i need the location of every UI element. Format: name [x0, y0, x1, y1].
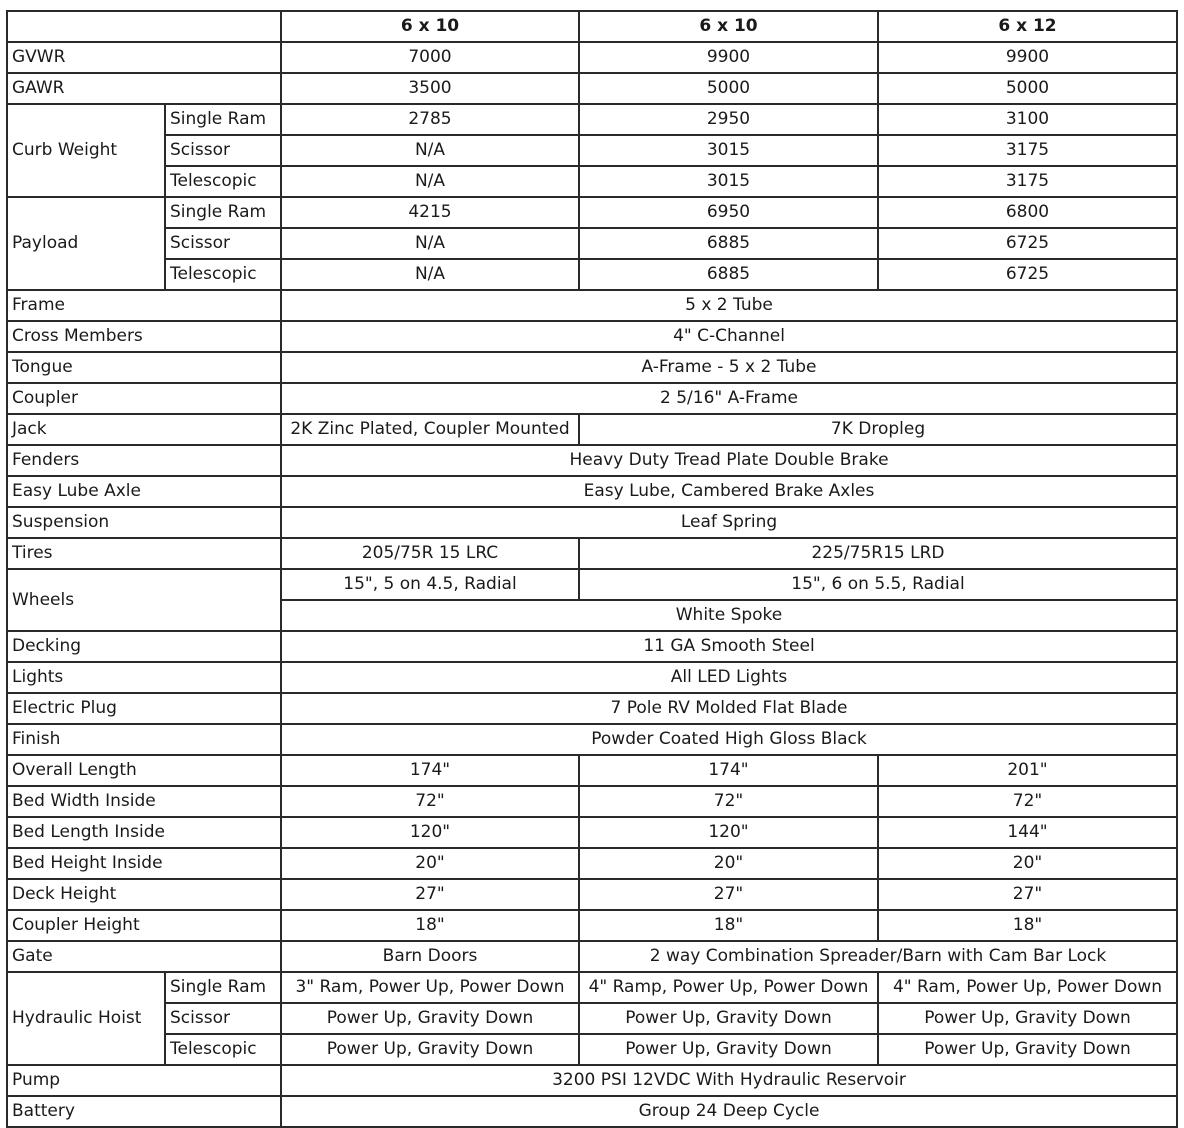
- wheels-label: Wheels: [7, 569, 281, 631]
- fenders-label: Fenders: [7, 445, 281, 476]
- easy-lube-value: Easy Lube, Cambered Brake Axles: [281, 476, 1177, 507]
- hoist-value: Power Up, Gravity Down: [281, 1034, 579, 1065]
- payload-label: Payload: [7, 197, 165, 290]
- suspension-label: Suspension: [7, 507, 281, 538]
- curb-weight-sub-label: Scissor: [165, 135, 281, 166]
- curb-weight-value: 3175: [878, 135, 1177, 166]
- lights-label: Lights: [7, 662, 281, 693]
- row-finish: [7, 724, 1177, 755]
- hoist-sub-label: Single Ram: [165, 972, 281, 1003]
- row-battery: [7, 1096, 1177, 1127]
- coupler-label: Coupler: [7, 383, 281, 414]
- curb-weight-value: 2785: [281, 104, 579, 135]
- row-fenders: [7, 445, 1177, 476]
- curb-weight-sub-label: Telescopic: [165, 166, 281, 197]
- header-corner: [7, 11, 281, 42]
- row-bed-width: [7, 786, 1177, 817]
- row-wheels: [7, 569, 1177, 600]
- jack-value-1: 2K Zinc Plated, Coupler Mounted: [281, 414, 579, 445]
- hoist-value: Power Up, Gravity Down: [878, 1034, 1177, 1065]
- payload-value: N/A: [281, 228, 579, 259]
- curb-weight-value: 3100: [878, 104, 1177, 135]
- row-overall-length: [7, 755, 1177, 786]
- overall-length-value: 174": [281, 755, 579, 786]
- deck-height-label: Deck Height: [7, 879, 281, 910]
- coupler-height-value: 18": [878, 910, 1177, 941]
- row-hoist-scissor: [7, 1003, 1177, 1034]
- payload-sub-label: Telescopic: [165, 259, 281, 290]
- deck-height-value: 27": [579, 879, 878, 910]
- hoist-value: 3" Ram, Power Up, Power Down: [281, 972, 579, 1003]
- gawr-value: 5000: [579, 73, 878, 104]
- curb-weight-value: 3015: [579, 166, 878, 197]
- hoist-value: Power Up, Gravity Down: [281, 1003, 579, 1034]
- row-gate: [7, 941, 1177, 972]
- gvwr-value: 9900: [579, 42, 878, 73]
- curb-weight-label: Curb Weight: [7, 104, 165, 197]
- coupler-height-value: 18": [579, 910, 878, 941]
- bed-height-label: Bed Height Inside: [7, 848, 281, 879]
- coupler-height-value: 18": [281, 910, 579, 941]
- gate-value-2: 2 way Combination Spreader/Barn with Cam Bar Lock: [579, 941, 1177, 972]
- gawr-value: 3500: [281, 73, 579, 104]
- decking-value: 11 GA Smooth Steel: [281, 631, 1177, 662]
- curb-weight-value: 3175: [878, 166, 1177, 197]
- battery-label: Battery: [7, 1096, 281, 1127]
- lights-value: All LED Lights: [281, 662, 1177, 693]
- payload-value: 6950: [579, 197, 878, 228]
- hoist-value: 4" Ram, Power Up, Power Down: [878, 972, 1177, 1003]
- decking-label: Decking: [7, 631, 281, 662]
- payload-value: 6725: [878, 228, 1177, 259]
- bed-length-value: 120": [579, 817, 878, 848]
- gawr-value: 5000: [878, 73, 1177, 104]
- tires-label: Tires: [7, 538, 281, 569]
- wheels-value-3: White Spoke: [281, 600, 1177, 631]
- hoist-value: Power Up, Gravity Down: [878, 1003, 1177, 1034]
- hoist-sub-label: Scissor: [165, 1003, 281, 1034]
- row-hoist-single-ram: [7, 972, 1177, 1003]
- easy-lube-label: Easy Lube Axle: [7, 476, 281, 507]
- overall-length-value: 174": [579, 755, 878, 786]
- hoist-sub-label: Telescopic: [165, 1034, 281, 1065]
- row-curb-weight-scissor: [7, 135, 1177, 166]
- row-pump: [7, 1065, 1177, 1096]
- bed-width-value: 72": [281, 786, 579, 817]
- battery-value: Group 24 Deep Cycle: [281, 1096, 1177, 1127]
- row-cross-members: [7, 321, 1177, 352]
- fenders-value: Heavy Duty Tread Plate Double Brake: [281, 445, 1177, 476]
- jack-value-2: 7K Dropleg: [579, 414, 1177, 445]
- row-frame: [7, 290, 1177, 321]
- row-suspension: [7, 507, 1177, 538]
- row-lights: [7, 662, 1177, 693]
- finish-value: Powder Coated High Gloss Black: [281, 724, 1177, 755]
- row-curb-weight-telescopic: [7, 166, 1177, 197]
- gvwr-value: 9900: [878, 42, 1177, 73]
- header-model-1: 6 x 10: [281, 11, 579, 42]
- frame-label: Frame: [7, 290, 281, 321]
- jack-label: Jack: [7, 414, 281, 445]
- payload-value: 6725: [878, 259, 1177, 290]
- electric-plug-value: 7 Pole RV Molded Flat Blade: [281, 693, 1177, 724]
- curb-weight-value: 2950: [579, 104, 878, 135]
- bed-height-value: 20": [579, 848, 878, 879]
- row-bed-length: [7, 817, 1177, 848]
- pump-label: Pump: [7, 1065, 281, 1096]
- row-payload-scissor: [7, 228, 1177, 259]
- curb-weight-value: 3015: [579, 135, 878, 166]
- frame-value: 5 x 2 Tube: [281, 290, 1177, 321]
- bed-height-value: 20": [878, 848, 1177, 879]
- bed-length-label: Bed Length Inside: [7, 817, 281, 848]
- suspension-value: Leaf Spring: [281, 507, 1177, 538]
- row-gawr: [7, 73, 1177, 104]
- deck-height-value: 27": [281, 879, 579, 910]
- header-model-2: 6 x 10: [579, 11, 878, 42]
- payload-value: 4215: [281, 197, 579, 228]
- payload-value: N/A: [281, 259, 579, 290]
- payload-value: 6800: [878, 197, 1177, 228]
- bed-width-label: Bed Width Inside: [7, 786, 281, 817]
- row-tongue: [7, 352, 1177, 383]
- curb-weight-value: N/A: [281, 135, 579, 166]
- gvwr-label: GVWR: [7, 42, 281, 73]
- deck-height-value: 27": [878, 879, 1177, 910]
- payload-value: 6885: [579, 228, 878, 259]
- hydraulic-hoist-label: Hydraulic Hoist: [7, 972, 165, 1065]
- overall-length-label: Overall Length: [7, 755, 281, 786]
- curb-weight-value: N/A: [281, 166, 579, 197]
- hoist-value: Power Up, Gravity Down: [579, 1003, 878, 1034]
- header-model-3: 6 x 12: [878, 11, 1177, 42]
- tongue-value: A-Frame - 5 x 2 Tube: [281, 352, 1177, 383]
- curb-weight-sub-label: Single Ram: [165, 104, 281, 135]
- tongue-label: Tongue: [7, 352, 281, 383]
- row-payload-single-ram: [7, 197, 1177, 228]
- row-tires: [7, 538, 1177, 569]
- payload-value: 6885: [579, 259, 878, 290]
- bed-length-value: 144": [878, 817, 1177, 848]
- gawr-label: GAWR: [7, 73, 281, 104]
- row-hoist-telescopic: [7, 1034, 1177, 1065]
- row-jack: [7, 414, 1177, 445]
- tires-value-1: 205/75R 15 LRC: [281, 538, 579, 569]
- payload-sub-label: Single Ram: [165, 197, 281, 228]
- bed-width-value: 72": [878, 786, 1177, 817]
- header-row: [7, 11, 1177, 42]
- row-easy-lube-axle: [7, 476, 1177, 507]
- finish-label: Finish: [7, 724, 281, 755]
- row-decking: [7, 631, 1177, 662]
- row-gvwr: [7, 42, 1177, 73]
- row-coupler-height: [7, 910, 1177, 941]
- tires-value-2: 225/75R15 LRD: [579, 538, 1177, 569]
- row-electric-plug: [7, 693, 1177, 724]
- pump-value: 3200 PSI 12VDC With Hydraulic Reservoir: [281, 1065, 1177, 1096]
- bed-length-value: 120": [281, 817, 579, 848]
- overall-length-value: 201": [878, 755, 1177, 786]
- row-curb-weight-single-ram: [7, 104, 1177, 135]
- electric-plug-label: Electric Plug: [7, 693, 281, 724]
- row-payload-telescopic: [7, 259, 1177, 290]
- gate-label: Gate: [7, 941, 281, 972]
- gvwr-value: 7000: [281, 42, 579, 73]
- row-coupler: [7, 383, 1177, 414]
- payload-sub-label: Scissor: [165, 228, 281, 259]
- wheels-value-2: 15", 6 on 5.5, Radial: [579, 569, 1177, 600]
- bed-height-value: 20": [281, 848, 579, 879]
- wheels-value-1: 15", 5 on 4.5, Radial: [281, 569, 579, 600]
- row-bed-height: [7, 848, 1177, 879]
- coupler-value: 2 5/16" A-Frame: [281, 383, 1177, 414]
- row-deck-height: [7, 879, 1177, 910]
- gate-value-1: Barn Doors: [281, 941, 579, 972]
- cross-members-label: Cross Members: [7, 321, 281, 352]
- hoist-value: Power Up, Gravity Down: [579, 1034, 878, 1065]
- spec-table: [6, 10, 1178, 1128]
- bed-width-value: 72": [579, 786, 878, 817]
- cross-members-value: 4" C-Channel: [281, 321, 1177, 352]
- coupler-height-label: Coupler Height: [7, 910, 281, 941]
- hoist-value: 4" Ramp, Power Up, Power Down: [579, 972, 878, 1003]
